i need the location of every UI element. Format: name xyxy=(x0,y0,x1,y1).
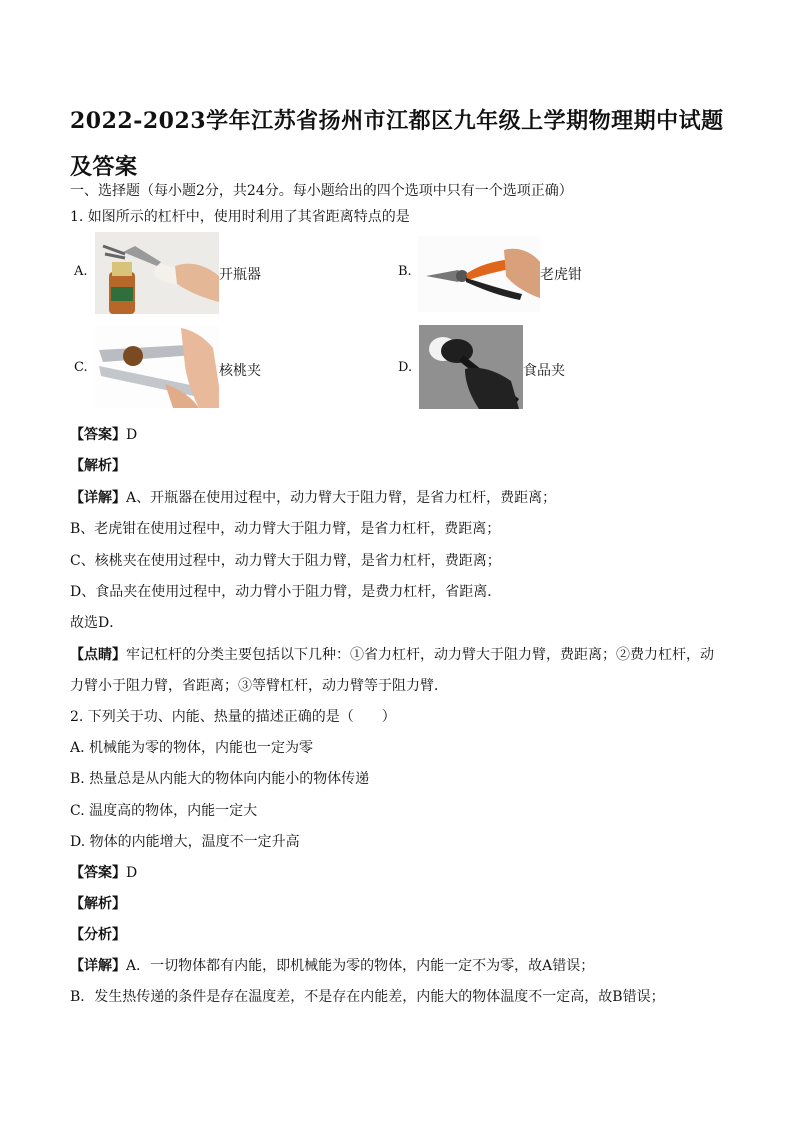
bottle-opener-photo-icon xyxy=(95,232,219,314)
q2-stem: 2. 下列关于功、内能、热量的描述正确的是（ ） xyxy=(70,709,396,725)
food-tongs-photo-icon xyxy=(419,325,523,409)
q2-answer-line xyxy=(70,863,750,883)
q1-tip-tag: 【点睛】 xyxy=(70,647,126,663)
q1-option-b-caption: 老虎钳 xyxy=(540,267,582,283)
q2-answer-tag: 【答案】 xyxy=(70,865,126,881)
q2-option-c: C. 温度高的物体，内能一定大 xyxy=(70,803,258,819)
q2-answer-value: D xyxy=(126,865,138,881)
q1-detail-a: A、开瓶器在使用过程中，动力臂大于阻力臂，是省力杠杆，费距离； xyxy=(126,490,557,506)
q2-detail-b: B．发生热传递的条件是存在温度差，不是存在内能差，内能大的物体温度不一定高，故B错误； xyxy=(70,989,665,1005)
q2-fenxi-tag: 【分析】 xyxy=(70,927,126,943)
document-title: 2022-2023学年江苏省扬州市江都区九年级上学期物理期中试题及答案 xyxy=(70,108,724,180)
q2-detail-a: A．一切物体都有内能，即机械能为零的物体，内能一定不为零，故A错误； xyxy=(126,958,595,974)
q2-option-a: A. 机械能为零的物体，内能也一定为零 xyxy=(70,740,314,756)
q1-option-c-caption: 核桃夹 xyxy=(219,363,261,379)
q1-detail-tag: 【详解】 xyxy=(70,490,126,506)
q1-analysis-tag: 【解析】 xyxy=(70,458,126,474)
q1-conclusion: 故选D． xyxy=(70,615,124,631)
q1-detail-line-1 xyxy=(70,488,750,508)
pliers-photo-icon xyxy=(418,236,540,312)
q1-tip-text-1: 牢记杠杆的分类主要包括以下几种：①省力杠杆，动力臂大于阻力臂，费距离；②费力杠杆，动 xyxy=(126,647,714,663)
q2-detail-tag: 【详解】 xyxy=(70,958,126,974)
q1-option-b-letter: B. xyxy=(398,264,412,279)
q2-option-b: B. 热量总是从内能大的物体向内能小的物体传递 xyxy=(70,771,370,787)
q1-option-a-letter: A. xyxy=(74,264,88,279)
q1-option-a-caption: 开瓶器 xyxy=(219,267,261,283)
q2-option-d: D. 物体的内能增大，温度不一定升高 xyxy=(70,834,300,850)
q1-detail-c: C、核桃夹在使用过程中，动力臂大于阻力臂，是省力杠杆，费距离； xyxy=(70,553,501,569)
q1-answer-value: D xyxy=(126,427,138,443)
q1-detail-b: B、老虎钳在使用过程中，动力臂大于阻力臂，是省力杠杆，费距离； xyxy=(70,521,501,537)
q2-analysis-tag: 【解析】 xyxy=(70,896,126,912)
q1-answer-tag: 【答案】 xyxy=(70,427,126,443)
section-heading: 一、选择题（每小题2分，共24分。每小题给出的四个选项中只有一个选项正确） xyxy=(70,183,573,199)
q1-answer-line xyxy=(70,425,750,445)
q1-option-c-letter: C. xyxy=(74,360,88,375)
q1-stem: 1. 如图所示的杠杆中，使用时利用了其省距离特点的是 xyxy=(70,209,410,225)
q1-tip-line-2: 力臂小于阻力臂，省距离；③等臂杠杆，动力臂等于阻力臂． xyxy=(70,678,448,694)
q1-tip-line-1 xyxy=(70,645,750,665)
q1-option-d-letter: D. xyxy=(398,360,413,375)
q2-detail-line-1 xyxy=(70,956,750,976)
q1-option-d-caption: 食品夹 xyxy=(523,363,565,379)
nutcracker-photo-icon xyxy=(95,326,219,408)
q1-detail-d: D、食品夹在使用过程中，动力臂小于阻力臂，是费力杠杆，省距离． xyxy=(70,584,502,600)
